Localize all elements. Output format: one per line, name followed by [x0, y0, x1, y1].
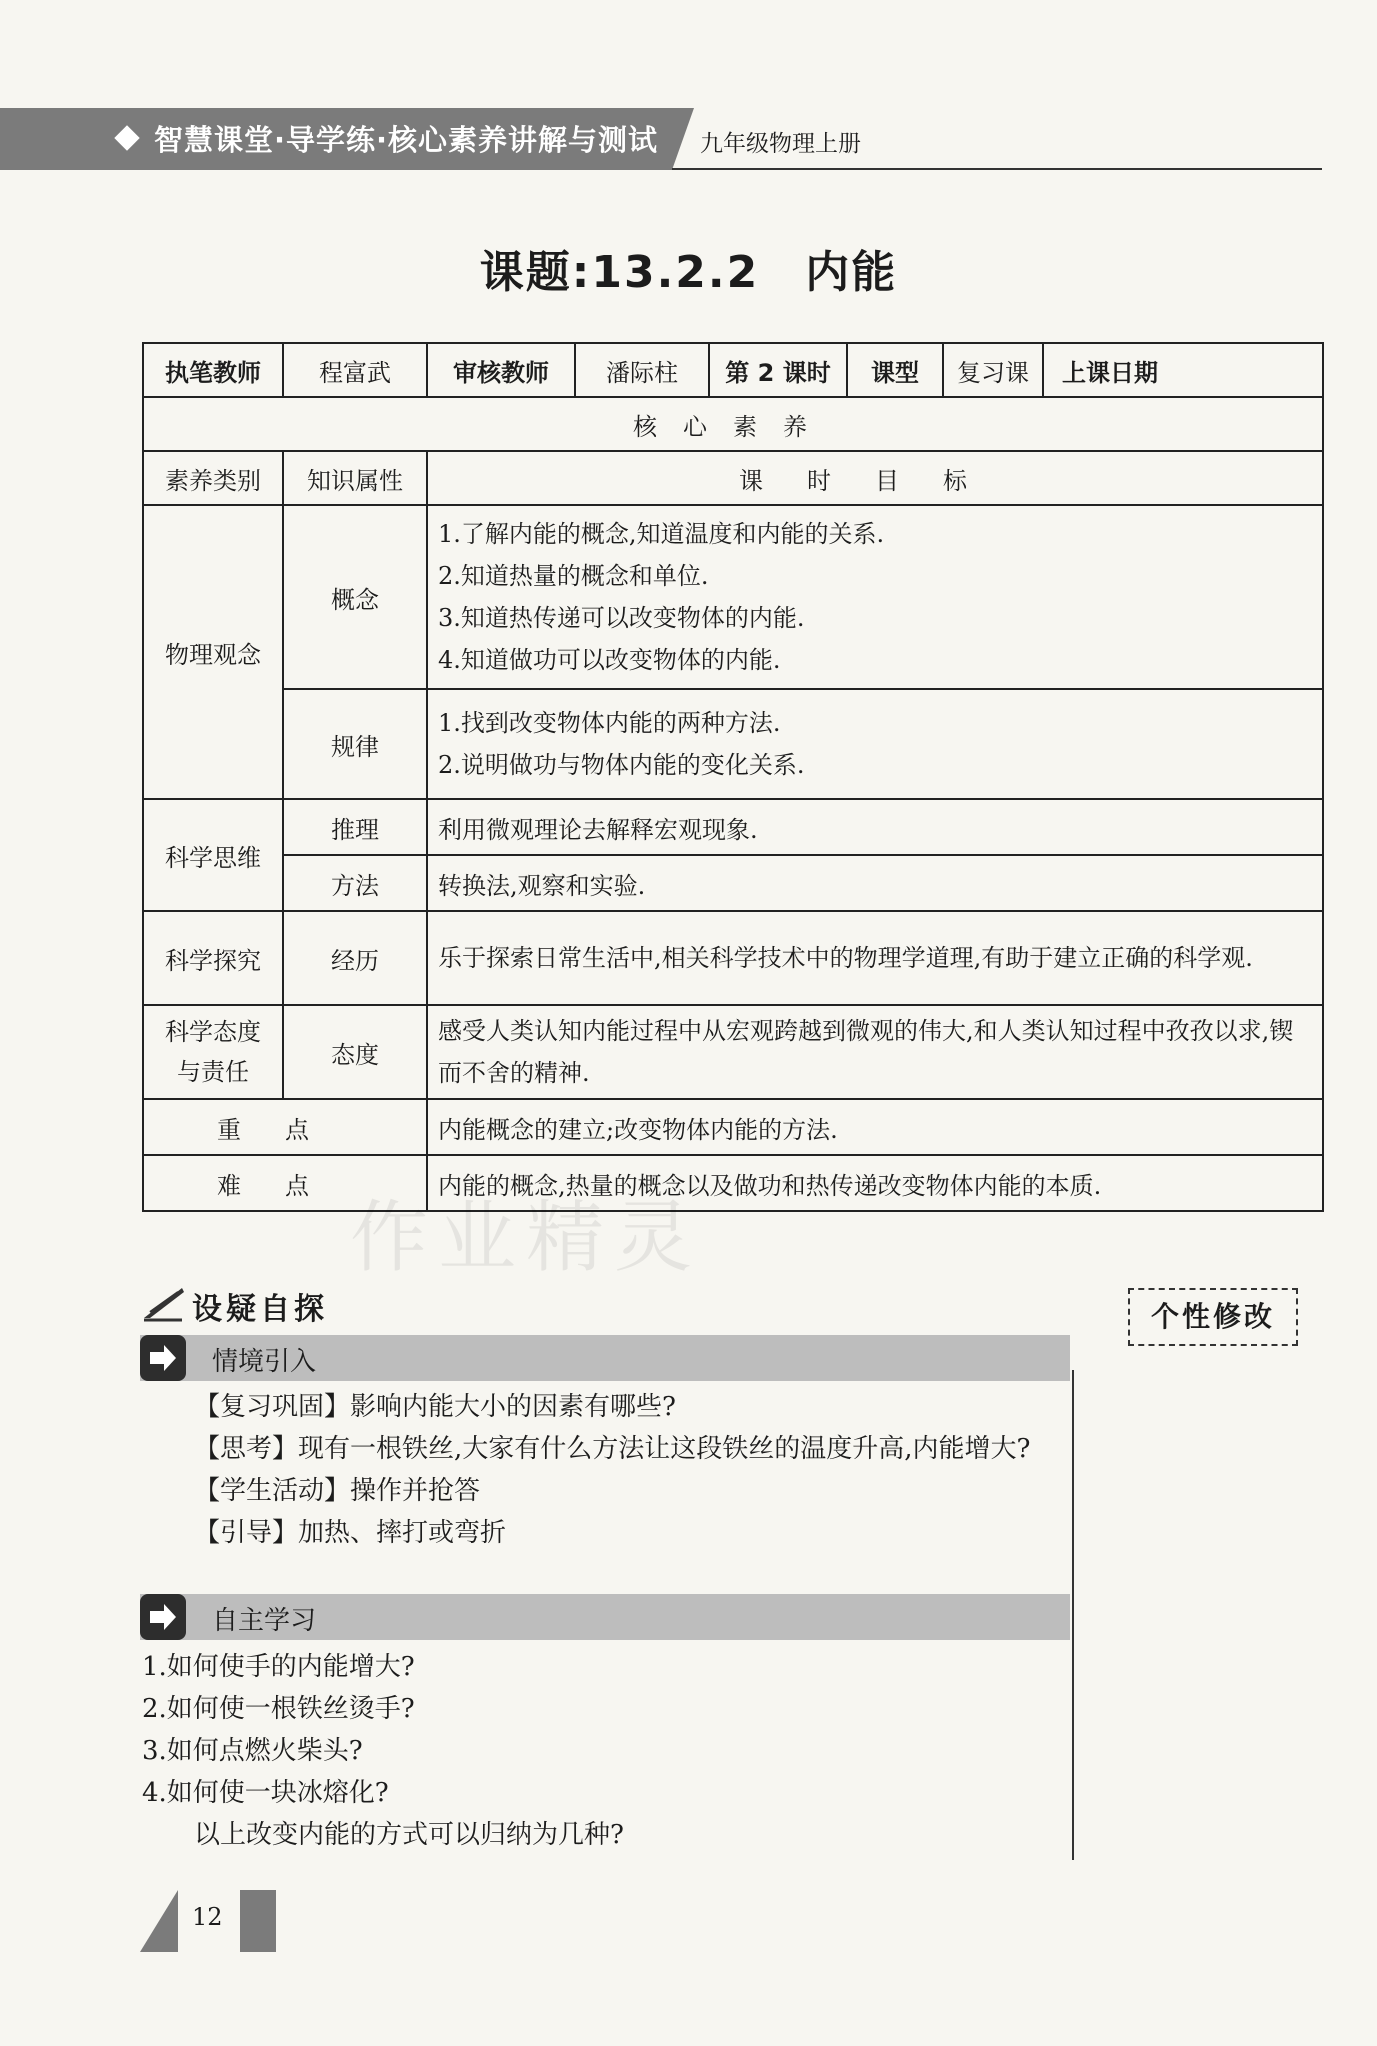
- personal-edit-box: 个性修改: [1128, 1288, 1298, 1346]
- page-title: 课题:13.2.2 内能: [479, 247, 898, 298]
- intro-line: 【复习巩固】影响内能大小的因素有哪些?: [194, 1392, 676, 1422]
- lesson-type-label: 课型: [847, 343, 943, 397]
- page-number: 12: [192, 1903, 223, 1931]
- self-study-content: [142, 1646, 1062, 1856]
- self-study-label: 自主学习: [212, 1606, 317, 1636]
- goal-line: 4.知道做功可以改变物体的内能.: [438, 646, 781, 674]
- margin-divider: [1072, 1370, 1074, 1860]
- category-attitude-line1: 科学态度: [165, 1018, 261, 1046]
- category-science-thinking: 科学思维: [143, 799, 283, 911]
- attr-reasoning: 推理: [283, 799, 427, 855]
- arrow-icon: [140, 1335, 186, 1381]
- intro-line: 【学生活动】操作并抢答: [194, 1476, 481, 1506]
- session-label: 第 2 课时: [709, 343, 847, 397]
- category-science-inquiry: 科学探究: [143, 911, 283, 1005]
- footer-triangle: [140, 1890, 178, 1952]
- intro-bar: [140, 1335, 1070, 1381]
- category-physics-concept: 物理观念: [143, 505, 283, 799]
- lesson-type: 复习课: [943, 343, 1043, 397]
- goal-method: 转换法,观察和实验.: [427, 855, 1323, 911]
- category-attitude: [143, 1005, 283, 1099]
- col-category: 素养类别: [143, 451, 283, 505]
- core-heading: 核心素养: [143, 397, 1323, 451]
- reviewer-label: 审核教师: [427, 343, 575, 397]
- key-point-label: 重点: [143, 1099, 427, 1155]
- book-title: 九年级物理上册: [700, 131, 861, 157]
- col-goals: 课时目标: [427, 451, 1323, 505]
- date-label: 上课日期: [1043, 343, 1323, 397]
- key-point-text: 内能概念的建立;改变物体内能的方法.: [427, 1099, 1323, 1155]
- goal-reasoning: 利用微观理论去解释宏观现象.: [427, 799, 1323, 855]
- attr-law: 规律: [283, 689, 427, 799]
- arrow-icon: [140, 1594, 186, 1640]
- goal-inquiry: 乐于探索日常生活中,相关科学技术中的物理学道理,有助于建立正确的科学观.: [427, 911, 1323, 1005]
- category-attitude-line2: 与责任: [177, 1058, 249, 1086]
- pen-icon: [142, 1282, 186, 1322]
- question-line: 2.如何使一根铁丝烫手?: [142, 1694, 415, 1724]
- reviewer-name: 潘际柱: [575, 343, 709, 397]
- intro-line: 【引导】加热、摔打或弯折: [194, 1518, 507, 1548]
- goal-line: 1.了解内能的概念,知道温度和内能的关系.: [438, 520, 885, 548]
- summary-question: 以上改变内能的方式可以归纳为几种?: [194, 1820, 624, 1850]
- goal-attitude: 感受人类认知内能过程中从宏观跨越到微观的伟大,和人类认知过程中孜孜以求,锲而不舍的精神.: [427, 1005, 1323, 1099]
- goals-concept: [427, 505, 1323, 689]
- goal-line: 1.找到改变物体内能的两种方法.: [438, 709, 781, 737]
- header-band-tab: [672, 108, 694, 170]
- section-title: 设疑自探: [192, 1292, 328, 1327]
- intro-content: [142, 1386, 1062, 1554]
- intro-line: 【思考】现有一根铁丝,大家有什么方法让这段铁丝的温度升高,内能增大?: [194, 1434, 1031, 1464]
- goals-law: [427, 689, 1323, 799]
- header-rule: [672, 168, 1322, 170]
- goal-line: 2.说明做功与物体内能的变化关系.: [438, 751, 805, 779]
- series-title: 智慧课堂·导学练·核心素养讲解与测试: [154, 123, 659, 157]
- goal-line: 3.知道热传递可以改变物体的内能.: [438, 604, 805, 632]
- attr-attitude: 态度: [283, 1005, 427, 1099]
- author-name: 程富武: [283, 343, 427, 397]
- col-attribute: 知识属性: [283, 451, 427, 505]
- difficult-point-label: 难点: [143, 1155, 427, 1211]
- question-line: 4.如何使一块冰熔化?: [142, 1778, 389, 1808]
- self-study-bar: [140, 1594, 1070, 1640]
- author-label: 执笔教师: [143, 343, 283, 397]
- intro-label: 情境引入: [212, 1347, 317, 1377]
- question-line: 3.如何点燃火柴头?: [142, 1736, 363, 1766]
- core-literacy-table: [142, 342, 1324, 1212]
- watermark: 作业精灵: [350, 1193, 703, 1283]
- attr-experience: 经历: [283, 911, 427, 1005]
- attr-concept: 概念: [283, 505, 427, 689]
- attr-method: 方法: [283, 855, 427, 911]
- goal-line: 2.知道热量的概念和单位.: [438, 562, 709, 590]
- question-line: 1.如何使手的内能增大?: [142, 1652, 415, 1682]
- footer-block: [240, 1890, 276, 1952]
- difficult-point-text: 内能的概念,热量的概念以及做功和热传递改变物体内能的本质.: [427, 1155, 1323, 1211]
